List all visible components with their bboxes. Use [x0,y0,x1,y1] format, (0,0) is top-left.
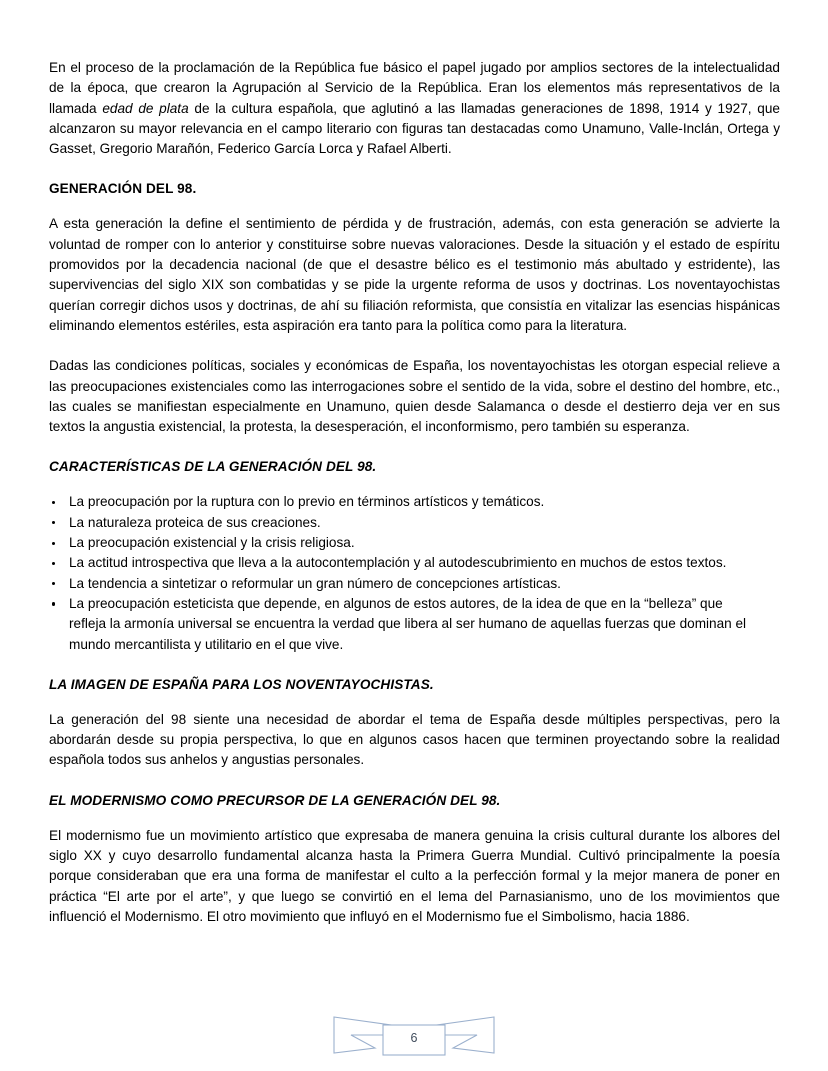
paragraph-definicion-generacion: A esta generación la define el sentimiento de pérdida y de frustración, además, con esta generación se advierte la voluntad de romper con lo anterior y constituirse sobre nuevas valoraciones. Desde la situación y el estado de espíritu promovidos por la decadencia nacional (de que el desastre bélico es el testimonio más abultado y estridente), las supervivencias del siglo XIX son combatidas y se pide la urgente reforma de usos y doctrinas. Los noventayochistas querían corregir dichos usos y doctrinas, de ahí su filiación reformista, que consistía en vitalizar las esencias hispánicas eliminando elementos estériles, esta aspiración era tanto para la política como para la literatura. [49,216,780,333]
caracteristicas-list [49,492,749,654]
spacer [49,336,780,356]
paragraph-imagen-espana: La generación del 98 siente una necesidad de abordar el tema de España desde múltiples perspectivas, pero la abordarán desde su propia perspectiva, lo que en algunos casos hacen que terminen proyectando sobre la realidad española todos sus anhelos y angustias personales. [49,711,780,768]
heading-generacion-98: GENERACIÓN DEL 98. [49,181,197,197]
list-item: La actitud introspectiva que lleva a la autocontemplación y al autodescubrimiento en muchos de estos textos. [49,553,749,573]
page-number-ribbon [329,1007,499,1063]
page-footer [0,981,828,1071]
spacer [49,655,780,675]
paragraph-intro-part2: de la cultura española, que aglutinó a las llamadas generaciones de 1898, 1914 y 1927, que alcanzaron su mayor relevancia en el campo literario con figuras tan destacadas como Unamuno, Valle-Inclán, Ortega y Gasset, Gregorio Marañón, Federico García Lorca y Rafael Alberti. [49,100,780,157]
list-item: La tendencia a sintetizar o reformular un gran número de concepciones artísticas. [49,574,749,594]
list-item: La preocupación existencial y la crisis religiosa. [49,533,749,553]
list-item: La naturaleza proteica de sus creaciones. [49,513,749,533]
heading-imagen-espana: LA IMAGEN DE ESPAÑA PARA LOS NOVENTAYOCHISTAS. [49,676,434,692]
page-number: 6 [410,1031,418,1045]
list-item: La preocupación esteticista que depende, en algunos de estos autores, de la idea de que en la “belleza” que refleja la armonía universal se encuentra la verdad que libera al ser humano de aquellas fuerzas que dominan el mundo mercantilista y utilitario en el que vive. [49,594,749,655]
paragraph-condiciones: Dadas las condiciones políticas, sociales y económicas de España, los noventayochistas les otorgan especial relieve a las preocupaciones existenciales como las interrogaciones sobre el sentido de la vida, sobre el destino del hombre, etc., las cuales se manifiestan especialmente en Unamuno, quien desde Salamanca o desde el destierro deja ver en sus textos la angustia existencial, la protesta, la desesperación, el inconformismo, pero también su esperanza. [49,358,780,435]
spacer [49,476,780,492]
paragraph-intro-part1: En el proceso de la proclamación de la República fue básico el papel jugado por amplios sectores de la intelectualidad de la época, que crearon la Agrupación al Servicio de la República. Eran los elementos más representativos de la llamada [49,60,780,116]
spacer [49,771,780,791]
paragraph-modernismo: El modernismo fue un movimiento artístico que expresaba de manera genuina la crisis cultural durante los albores del siglo XX y cuyo desarrollo fundamental alcanza hasta la Primera Guerra Mundial. Cultivó principalmente la poesía porque consideraban que era una forma de manifestar el culto a la perfección formal y la mejor manera de poner en práctica “El arte por el arte”, y que luego se convirtió en el lema del Parnasianismo, uno de los movimientos que influenció el Modernismo. El otro movimiento que influyó en el Modernismo fue el Simbolismo, hacia 1886. [49,827,780,924]
paragraph-intro-emphasis: edad de plata [102,100,189,116]
heading-modernismo: EL MODERNISMO COMO PRECURSOR DE LA GENERACIÓN DEL 98. [49,792,501,808]
spacer [49,159,780,179]
spacer [49,198,780,214]
spacer [49,437,780,457]
spacer [49,810,780,826]
document-body [49,58,780,927]
paragraph-intro [49,58,780,159]
spacer [49,694,780,710]
heading-caracteristicas: CARACTERÍSTICAS DE LA GENERACIÓN DEL 98. [49,459,377,475]
list-item: La preocupación por la ruptura con lo previo en términos artísticos y temáticos. [49,492,749,512]
